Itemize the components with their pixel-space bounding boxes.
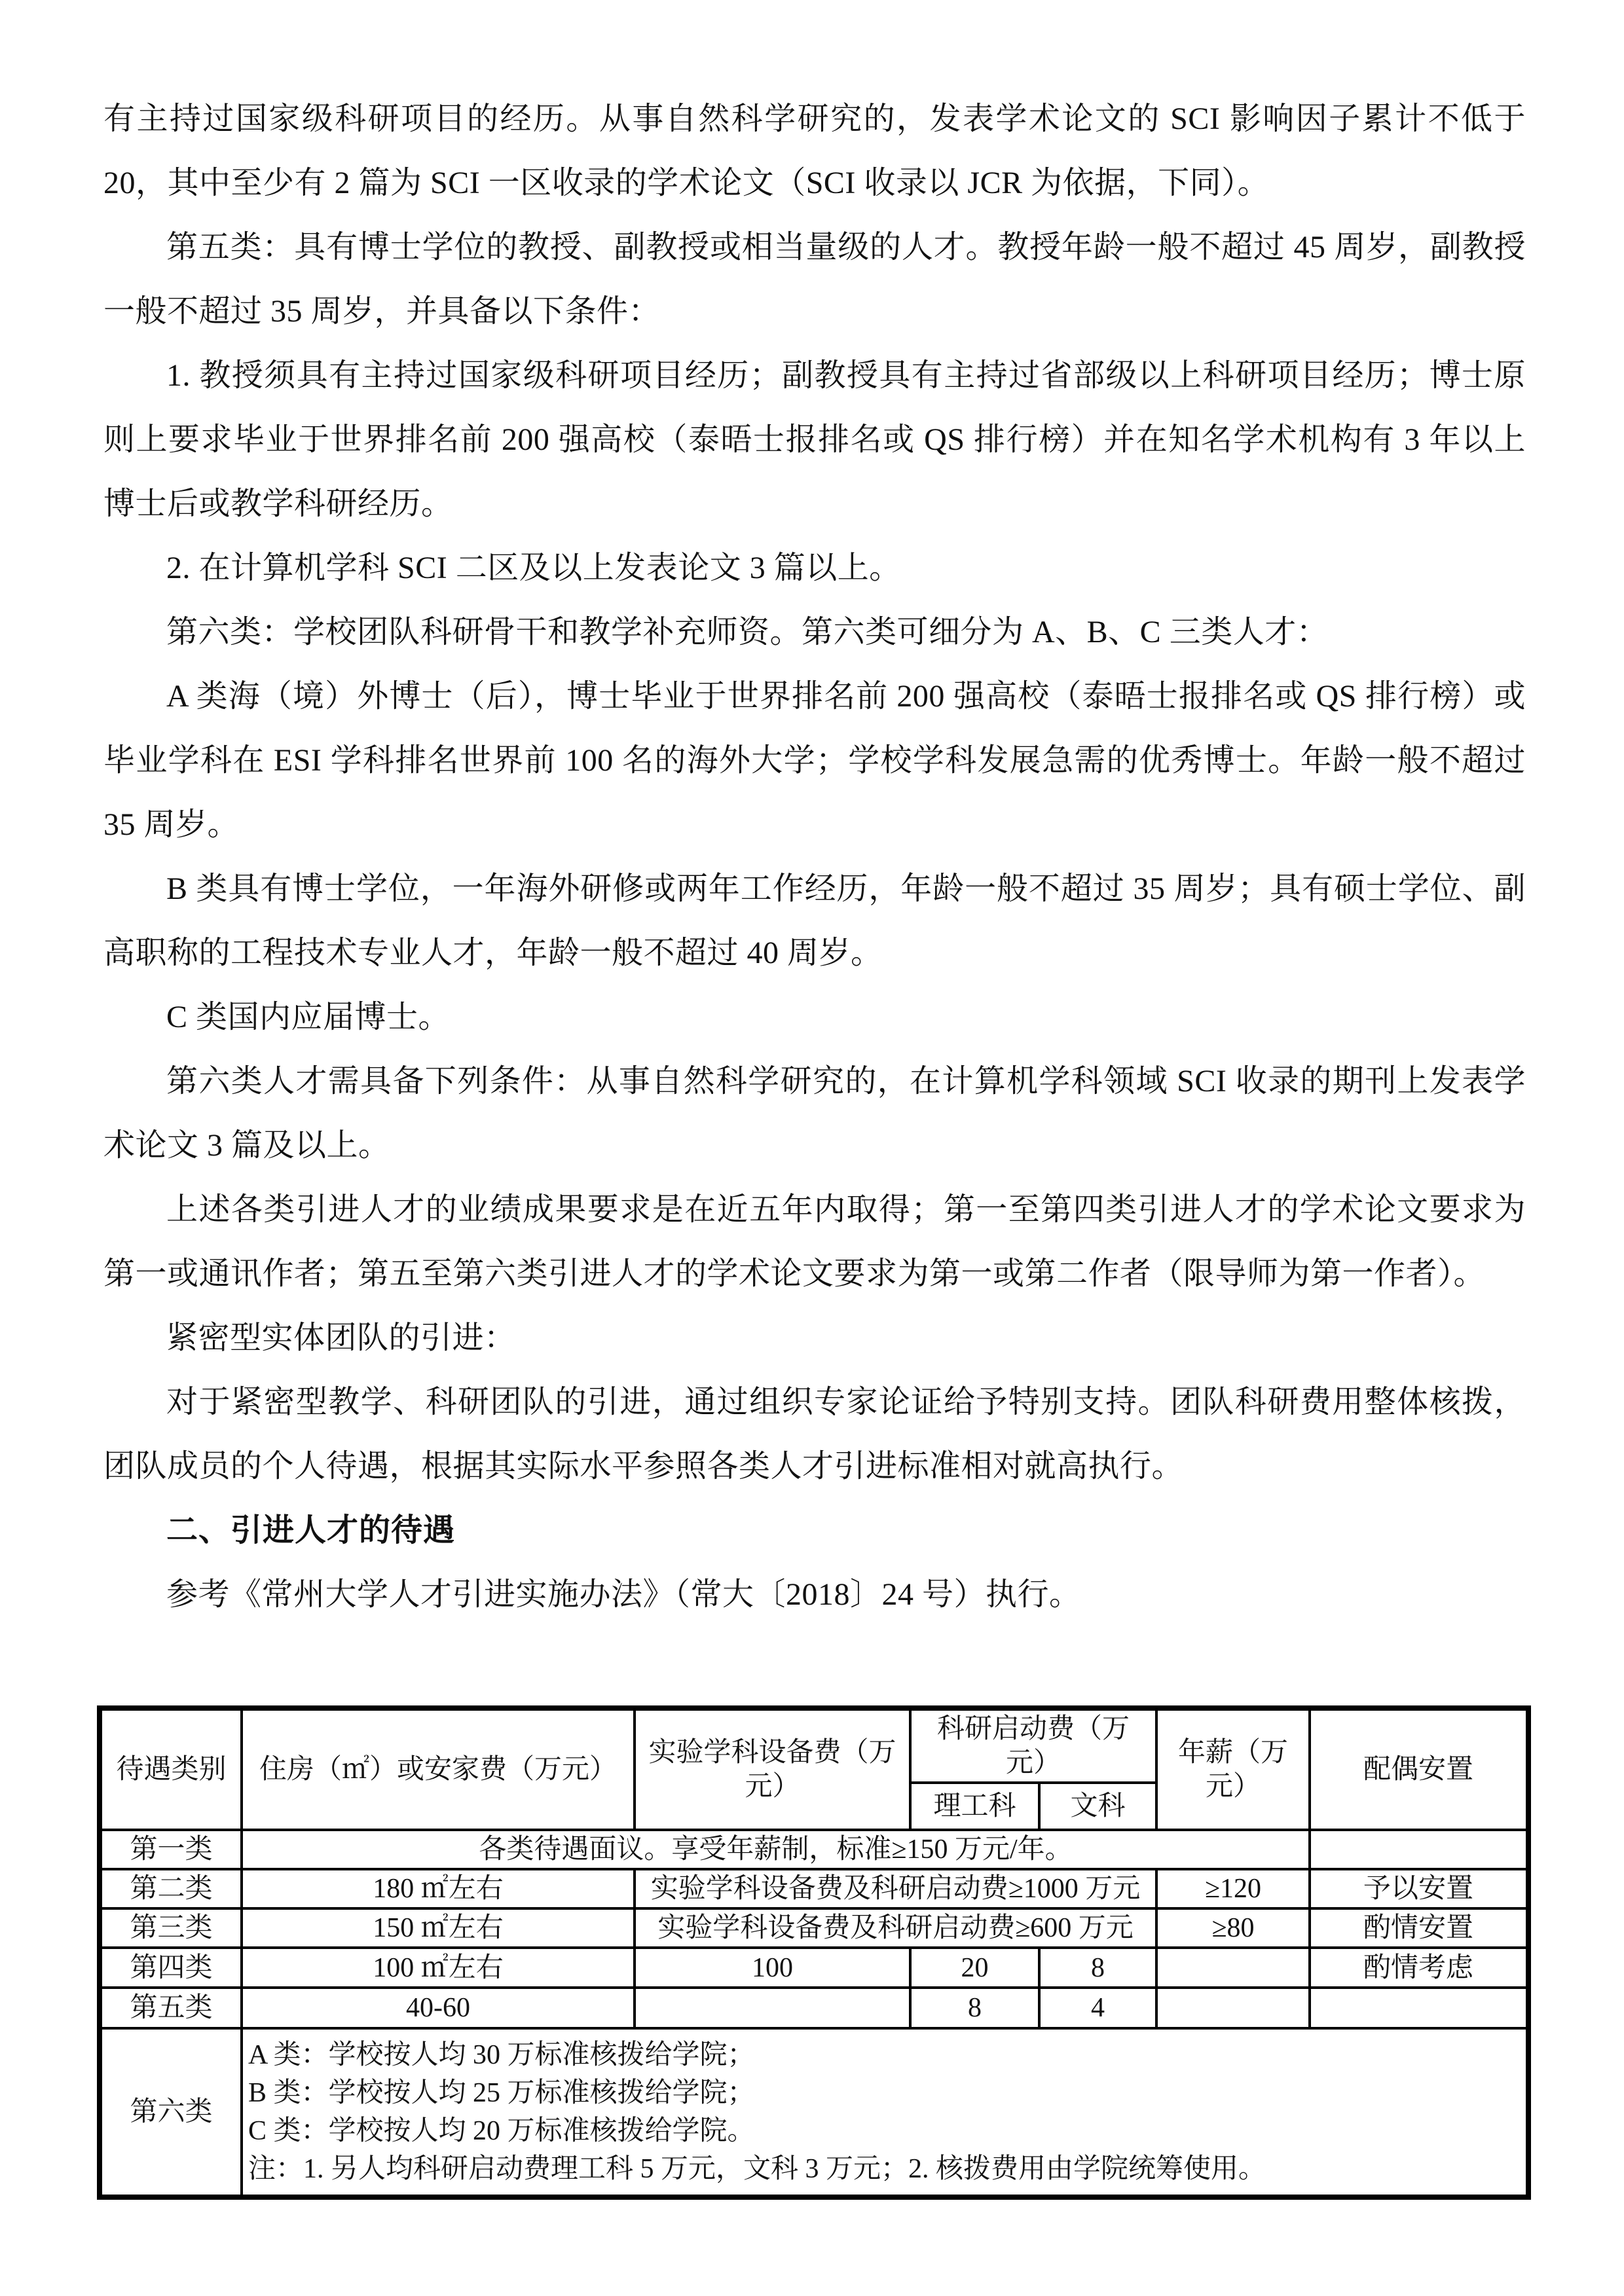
paragraph: B 类具有博士学位，一年海外研修或两年工作经历，年龄一般不超过 35 周岁；具有硕士学位、副高职称的工程技术专业人才，年龄一般不超过 40 周岁。: [103, 871, 1526, 970]
paragraph: 第五类：具有博士学位的教授、副教授或相当量级的人才。教授年龄一般不超过 45 周岁，副教授一般不超过 35 周岁，并具备以下条件：: [103, 230, 1526, 329]
row6-line-c: C 类：学校按人均 20 万标准核拨给学院。: [248, 2116, 755, 2146]
row3-spouse: 酌情安置: [1310, 1908, 1528, 1948]
row4-spouse: 酌情考虑: [1310, 1948, 1528, 1988]
table-row-category4: [100, 1948, 1528, 1988]
header-arts: 文科: [1039, 1783, 1156, 1830]
reference-line: 参考《常州大学人才引进实施办法》（常大〔2018〕24 号）执行。: [166, 1577, 1081, 1612]
row6-line-a: A 类：学校按人均 30 万标准核拨给学院；: [248, 2040, 755, 2070]
table-row-category1: [100, 1830, 1528, 1869]
paragraph: 对于紧密型教学、科研团队的引进，通过组织专家论证给予特别支持。团队科研费用整体核拨，团队成员的个人待遇，根据其实际水平参照各类人才引进标准相对就高执行。: [103, 1385, 1526, 1484]
header-equipment: 实验学科设备费（万元）: [635, 1708, 910, 1830]
row2-category: 第二类: [100, 1869, 242, 1908]
paragraph: 第六类：学校团队科研骨干和教学补充师资。第六类可细分为 A、B、C 三类人才：: [166, 615, 1329, 649]
paragraph: C 类国内应届博士。: [166, 1000, 451, 1034]
paragraph: 1. 教授须具有主持过国家级科研项目经历；副教授具有主持过省部级以上科研项目经历；博士原则上要求毕业于世界排名前 200 强高校（泰晤士报排名或 QS 排行榜）并在知名学术机构有 3 年以上博士后或教学科研经历。: [103, 358, 1526, 521]
table-row-category6: [100, 2028, 1528, 2197]
row4-arts: 8: [1039, 1948, 1156, 1988]
paragraph: 第六类人才需具备下列条件：从事自然科学研究的，在计算机学科领域 SCI 收录的期刊上发表学术论文 3 篇及以上。: [103, 1064, 1526, 1163]
paragraph: 紧密型实体团队的引进：: [166, 1321, 516, 1355]
row5-stem: 8: [910, 1988, 1039, 2028]
table-row-category5: [100, 1988, 1528, 2028]
row4-equipment: 100: [635, 1948, 910, 1988]
row3-housing: 150 ㎡左右: [242, 1908, 635, 1948]
paragraph: 有主持过国家级科研项目的经历。从事自然科学研究的，发表学术论文的 SCI 影响因子累计不低于 20，其中至少有 2 篇为 SCI 一区收录的学术论文（SCI 收录以 JCR 为依据，下同）。: [103, 101, 1526, 200]
header-housing: 住房（㎡）或安家费（万元）: [242, 1708, 635, 1830]
row5-spouse: [1310, 1988, 1528, 2028]
row4-category: 第四类: [100, 1948, 242, 1988]
paragraph: 2. 在计算机学科 SCI 二区及以上发表论文 3 篇以上。: [166, 551, 901, 585]
header-startup-fund: 科研启动费（万元）: [910, 1708, 1156, 1783]
row5-equipment: [635, 1988, 910, 2028]
table-row-category2: [100, 1869, 1528, 1908]
table-row-category3: [100, 1908, 1528, 1948]
row6-line-b: B 类：学校按人均 25 万标准核拨给学院；: [248, 2078, 755, 2108]
row2-housing: 180 ㎡左右: [242, 1869, 635, 1908]
row2-fund: 实验学科设备费及科研启动费≥1000 万元: [635, 1869, 1156, 1908]
row2-salary: ≥120: [1156, 1869, 1310, 1908]
document-body: [103, 87, 1526, 1627]
benefits-table: [97, 1705, 1531, 2200]
row4-salary: [1156, 1948, 1310, 1988]
section-heading: 二、引进人才的待遇: [166, 1513, 456, 1548]
row6-category: 第六类: [100, 2028, 242, 2197]
paragraph: A 类海（境）外博士（后），博士毕业于世界排名前 200 强高校（泰晤士报排名或 QS 排行榜）或毕业学科在 ESI 学科排名世界前 100 名的海外大学；学校学科发展急需的优秀博士。年龄一般不超过 35 周岁。: [103, 679, 1526, 842]
row3-salary: ≥80: [1156, 1908, 1310, 1948]
row4-housing: 100 ㎡左右: [242, 1948, 635, 1988]
row1-category: 第一类: [100, 1830, 242, 1869]
header-category: 待遇类别: [100, 1708, 242, 1830]
row4-stem: 20: [910, 1948, 1039, 1988]
row1-merged-terms: 各类待遇面议。享受年薪制，标准≥150 万元/年。: [242, 1830, 1310, 1869]
row3-category: 第三类: [100, 1908, 242, 1948]
header-spouse: 配偶安置: [1310, 1708, 1528, 1830]
header-stem: 理工科: [910, 1783, 1039, 1830]
row1-spouse: [1310, 1830, 1528, 1869]
header-salary: 年薪（万元）: [1156, 1708, 1310, 1830]
row5-arts: 4: [1039, 1988, 1156, 2028]
row6-details: [242, 2028, 1528, 2197]
row5-salary: [1156, 1988, 1310, 2028]
row2-spouse: 予以安置: [1310, 1869, 1528, 1908]
row6-note: 注：1. 另人均科研启动费理工科 5 万元，文科 3 万元；2. 核拨费用由学院统筹使用。: [248, 2154, 1266, 2184]
row3-fund: 实验学科设备费及科研启动费≥600 万元: [635, 1908, 1156, 1948]
paragraph: 上述各类引进人才的业绩成果要求是在近五年内取得；第一至第四类引进人才的学术论文要求为第一或通讯作者；第五至第六类引进人才的学术论文要求为第一或第二作者（限导师为第一作者）。: [103, 1192, 1526, 1291]
row5-housing: 40-60: [242, 1988, 635, 2028]
row5-category: 第五类: [100, 1988, 242, 2028]
